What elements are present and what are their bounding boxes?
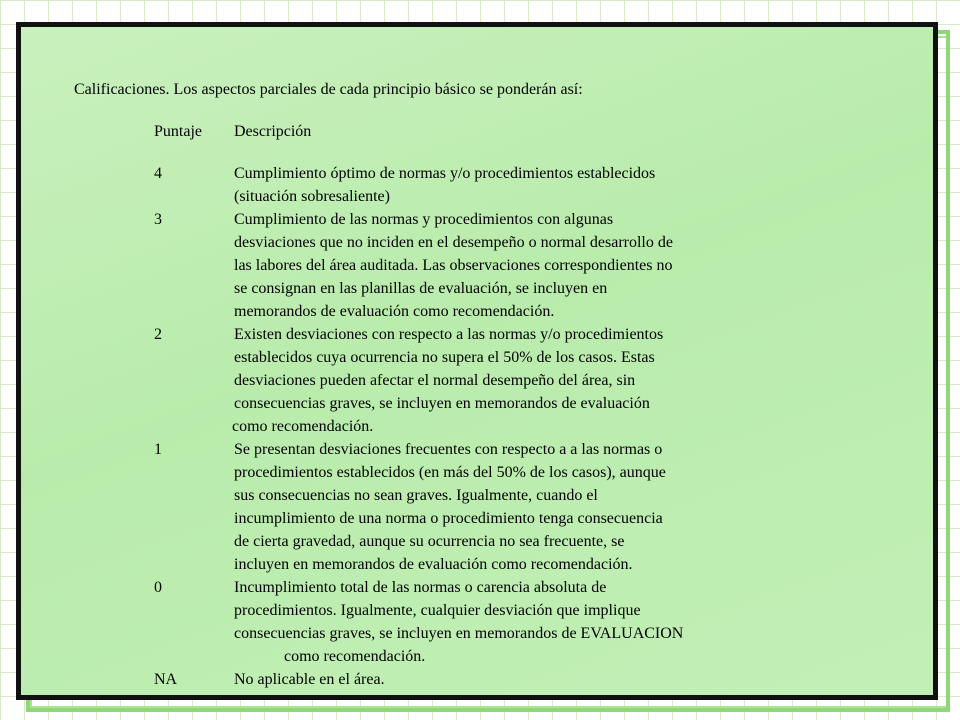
description-line: memorandos de evaluación como recomendación. xyxy=(234,303,555,320)
row-description xyxy=(234,668,794,691)
table-header xyxy=(74,120,904,143)
row-score: 4 xyxy=(154,165,162,182)
table-row xyxy=(74,438,904,576)
description-line: procedimientos establecidos (en más del 50% de los casos), aunque xyxy=(234,464,666,481)
row-description xyxy=(234,323,794,438)
intro-text: Calificaciones. Los aspectos parciales de cada principio básico se ponderán así: xyxy=(74,81,583,98)
table-row xyxy=(74,668,904,691)
description-line: consecuencias graves, se incluyen en memorandos de evaluación xyxy=(234,395,650,412)
description-line: Se presentan desviaciones frecuentes con respecto a a las normas o xyxy=(234,441,663,458)
description-line: procedimientos. Igualmente, cualquier desviación que implique xyxy=(234,602,641,619)
description-line: consecuencias graves, se incluyen en memorandos de EVALUACION xyxy=(234,625,684,642)
description-line: como recomendación. xyxy=(232,418,374,435)
row-score: 3 xyxy=(154,211,162,228)
description-line: incluyen en memorandos de evaluación como recomendación. xyxy=(234,556,633,573)
description-line: de cierta gravedad, aunque su ocurrencia no sea frecuente, se xyxy=(234,533,625,550)
row-description xyxy=(234,208,794,323)
row-description xyxy=(234,438,794,576)
slide-content xyxy=(74,78,904,691)
description-line: incumplimiento de una norma o procedimiento tenga consecuencia xyxy=(234,510,663,527)
description-line: establecidos cuya ocurrencia no supera el 50% de los casos. Estas xyxy=(234,349,655,366)
row-description xyxy=(234,162,794,208)
description-line: como recomendación. xyxy=(284,648,426,665)
description-line: se consignan en las planillas de evaluación, se incluyen en xyxy=(234,280,608,297)
description-line: las labores del área auditada. Las observaciones correspondientes no xyxy=(234,257,673,274)
description-line: sus consecuencias no sean graves. Igualmente, cuando el xyxy=(234,487,598,504)
description-line: Incumplimiento total de las normas o carencia absoluta de xyxy=(234,579,607,596)
description-line: Existen desviaciones con respecto a las normas y/o procedimientos xyxy=(234,326,664,343)
table-row xyxy=(74,323,904,438)
description-line: desviaciones que no inciden en el desempeño o normal desarrollo de xyxy=(234,234,673,251)
table-row xyxy=(74,576,904,668)
row-description xyxy=(234,576,794,668)
table-row xyxy=(74,162,904,208)
description-line: No aplicable en el área. xyxy=(234,671,385,688)
description-line: desviaciones pueden afectar el normal desempeño del área, sin xyxy=(234,372,636,389)
description-line: Cumplimiento óptimo de normas y/o procedimientos establecidos xyxy=(234,165,656,182)
description-line: Cumplimiento de las normas y procedimientos con algunas xyxy=(234,211,614,228)
row-score: 0 xyxy=(154,579,162,596)
row-score: 2 xyxy=(154,326,162,343)
description-line: (situación sobresaliente) xyxy=(234,188,390,205)
row-score: NA xyxy=(154,671,178,688)
header-score: Puntaje xyxy=(154,123,202,140)
table-row xyxy=(74,208,904,323)
header-description: Descripción xyxy=(234,123,312,140)
row-score: 1 xyxy=(154,441,162,458)
